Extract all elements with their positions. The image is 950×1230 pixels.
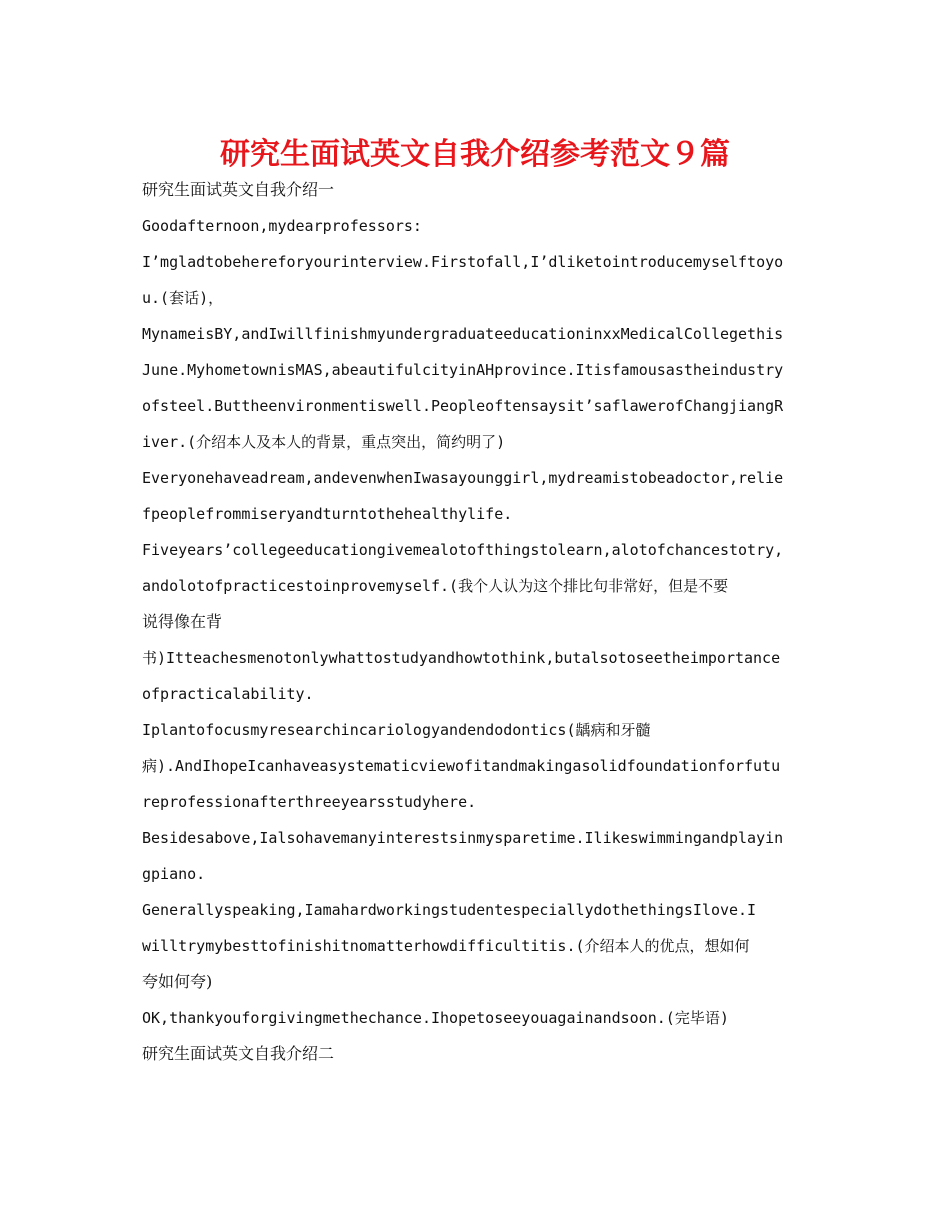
- body-line: andolotofpracticestoinprovemyself.(我个人认为这个排比句非常好，但是不要: [142, 577, 729, 595]
- body-line: OK,thankyouforgivingmethechance.Ihopetoseeyouagainandsoon.(完毕语): [142, 1009, 729, 1027]
- body-line: Generallyspeaking,IamahardworkingstudentespeciallydothethingsIlove.I: [142, 901, 757, 919]
- body-line: MynameisBY,andIwillfinishmyundergraduateeducationinxxMedicalCollegethis: [142, 325, 784, 343]
- body-line: fpeoplefrommiseryandturntothehealthylife.: [142, 505, 513, 523]
- body-line: ofsteel.Buttheenvironmentiswell.Peopleoftensaysit’saflawerofChangjiangR: [142, 397, 784, 415]
- body-line: Everyonehaveadream,andevenwhenIwasayounggirl,mydreamistobeadoctor,relie: [142, 469, 784, 487]
- body-line: willtrymybesttofinishitnomatterhowdifficultitis.(介绍本人的优点，想如何: [142, 937, 750, 955]
- body-line: iver.(介绍本人及本人的背景，重点突出，简约明了): [142, 433, 506, 451]
- body-line: u.(套话)，: [142, 289, 224, 307]
- body-line: Fiveyears’collegeeducationgivemealotofthingstolearn,alotofchancestotry,: [142, 541, 784, 559]
- body-line: 夸如何夸): [142, 972, 213, 991]
- body-line: I’mgladtobehereforyourinterview.Firstofall,I’dliketointroducemyselftoyo: [142, 253, 784, 271]
- body-line: Goodafternoon,mydearprofessors:: [142, 217, 422, 235]
- section-heading: 研究生面试英文自我介绍一: [142, 180, 335, 199]
- section-heading: 研究生面试英文自我介绍二: [142, 1044, 335, 1063]
- document-body: [142, 172, 806, 1072]
- body-line: Iplantofocusmyresearchincariologyandendodontics(龋病和牙髓: [142, 721, 651, 739]
- body-line: 病).AndIhopeIcanhaveasystematicviewofitandmakingasolidfoundationforfutu: [142, 757, 781, 775]
- body-line: 书)Itteachesmenotonlywhattostudyandhowtothink,butalsotoseetheimportance: [142, 649, 781, 667]
- body-line: June.MyhometownisMAS,abeautifulcityinAHprovince.Itisfamousastheindustry: [142, 361, 784, 379]
- document-title: 研究生面试英文自我介绍参考范文９篇: [220, 137, 730, 172]
- body-line: reprofessionafterthreeyearsstudyhere.: [142, 793, 477, 811]
- body-line: Besidesabove,Ialsohavemanyinterestsinmysparetime.Ilikeswimmingandplayin: [142, 829, 784, 847]
- body-line: 说得像在背: [142, 612, 223, 631]
- body-line: gpiano.: [142, 865, 206, 883]
- body-line: ofpracticalability.: [142, 685, 314, 703]
